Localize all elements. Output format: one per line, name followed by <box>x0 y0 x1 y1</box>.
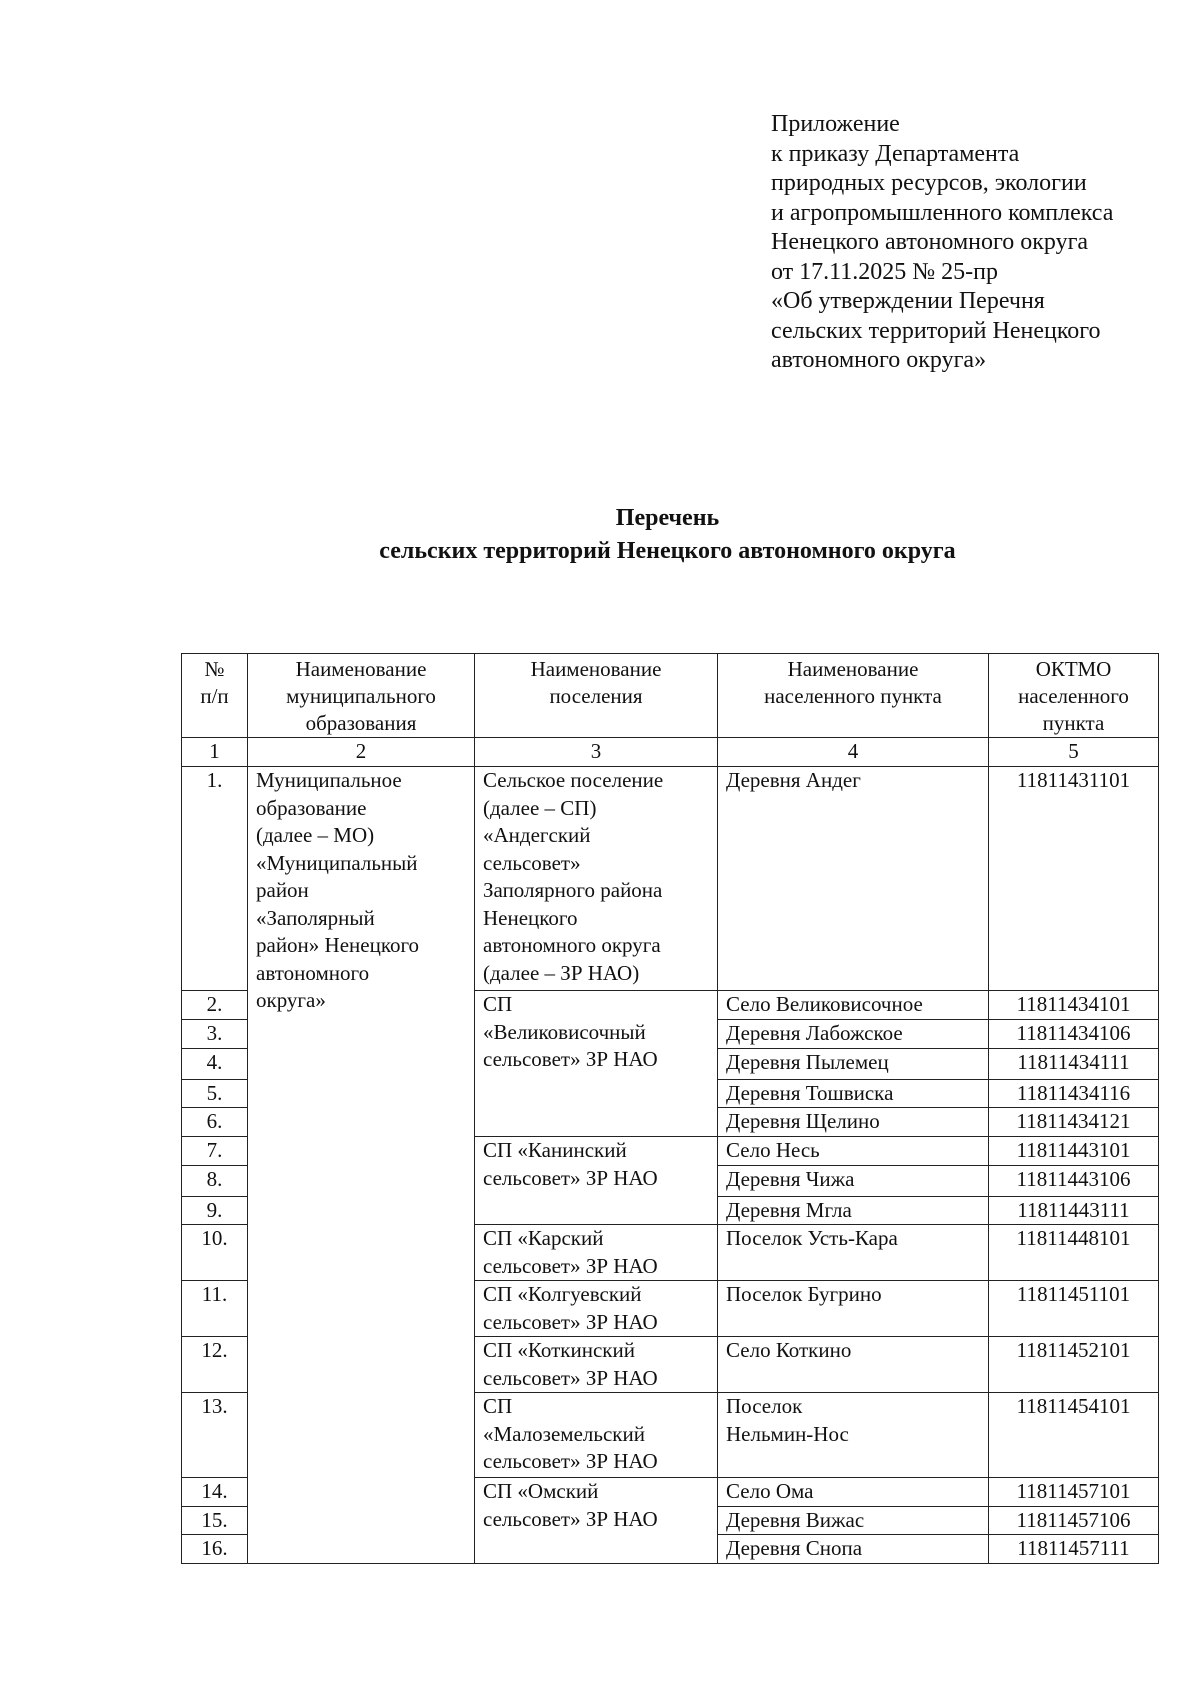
row-number: 12. <box>182 1337 248 1393</box>
settlement-cell: СП «Коткинский сельсовет» ЗР НАО <box>475 1337 718 1393</box>
locality-cell: Деревня Снопа <box>718 1535 989 1564</box>
oktmo-cell: 11811451101 <box>989 1281 1159 1337</box>
oktmo-cell: 11811434101 <box>989 991 1159 1020</box>
municipality-cell: Муниципальное образование (далее – МО) «Муниципальный район «Заполярный район» Ненецкого автономного округа» <box>248 767 475 1564</box>
row-number: 13. <box>182 1393 248 1478</box>
appendix-line: «Об утверждении Перечня <box>771 288 1045 314</box>
oktmo-cell: 11811434106 <box>989 1020 1159 1049</box>
row-number: 16. <box>182 1535 248 1564</box>
column-number: 4 <box>718 738 989 767</box>
row-number: 5. <box>182 1079 248 1108</box>
locality-cell: Поселок Бугрино <box>718 1281 989 1337</box>
locality-cell: Поселок Нельмин-Нос <box>718 1393 989 1478</box>
settlement-cell: СП «Карский сельсовет» ЗР НАО <box>475 1225 718 1281</box>
settlement-cell: Сельское поселение (далее – СП) «Андегский сельсовет» Заполярного района Ненецкого автономного округа (далее – ЗР НАО) <box>475 767 718 991</box>
appendix-line: автономного округа» <box>771 347 987 373</box>
title-line-2: сельских территорий Ненецкого автономного округа <box>379 538 956 564</box>
row-number: 1. <box>182 767 248 991</box>
territories-table <box>181 653 1159 1564</box>
settlement-cell: СП «Малоземельский сельсовет» ЗР НАО <box>475 1393 718 1478</box>
oktmo-cell: 11811434116 <box>989 1079 1159 1108</box>
column-number: 2 <box>248 738 475 767</box>
locality-cell: Деревня Мгла <box>718 1196 989 1225</box>
locality-cell: Деревня Щелино <box>718 1108 989 1137</box>
header-oktmo: ОКТМО населенного пункта <box>989 654 1159 738</box>
table-row <box>182 767 1159 991</box>
oktmo-cell: 11811457111 <box>989 1535 1159 1564</box>
settlement-cell: СП «Омский сельсовет» ЗР НАО <box>475 1478 718 1564</box>
oktmo-cell: 11811434111 <box>989 1048 1159 1079</box>
row-number: 6. <box>182 1108 248 1137</box>
header-municipality: Наименование муниципального образования <box>248 654 475 738</box>
row-number: 3. <box>182 1020 248 1049</box>
row-number: 4. <box>182 1048 248 1079</box>
row-number: 2. <box>182 991 248 1020</box>
column-number: 1 <box>182 738 248 767</box>
locality-cell: Поселок Усть-Кара <box>718 1225 989 1281</box>
title-line-1: Перечень <box>615 505 720 531</box>
oktmo-cell: 11811434121 <box>989 1108 1159 1137</box>
oktmo-cell: 11811443111 <box>989 1196 1159 1225</box>
locality-cell: Деревня Андег <box>718 767 989 991</box>
oktmo-cell: 11811448101 <box>989 1225 1159 1281</box>
row-number: 14. <box>182 1478 248 1507</box>
row-number: 15. <box>182 1506 248 1535</box>
settlement-cell: СП «Колгуевский сельсовет» ЗР НАО <box>475 1281 718 1337</box>
appendix-line: от 17.11.2025 № 25-пр <box>771 258 999 285</box>
header-settlement: Наименование поселения <box>475 654 718 738</box>
oktmo-cell: 11811457101 <box>989 1478 1159 1507</box>
settlement-cell: СП «Канинский сельсовет» ЗР НАО <box>475 1137 718 1225</box>
locality-cell: Село Коткино <box>718 1337 989 1393</box>
appendix-line: Ненецкого автономного округа <box>771 229 1089 255</box>
table-header-row <box>182 654 1159 738</box>
oktmo-cell: 11811454101 <box>989 1393 1159 1478</box>
row-number: 10. <box>182 1225 248 1281</box>
appendix-line: природных ресурсов, экологии <box>771 170 1087 196</box>
column-number: 5 <box>989 738 1159 767</box>
oktmo-cell: 11811452101 <box>989 1337 1159 1393</box>
oktmo-cell: 11811457106 <box>989 1506 1159 1535</box>
appendix-line: Приложение <box>771 111 900 137</box>
row-number: 7. <box>182 1137 248 1166</box>
locality-cell: Деревня Тошвиска <box>718 1079 989 1108</box>
row-number: 11. <box>182 1281 248 1337</box>
oktmo-cell: 11811443101 <box>989 1137 1159 1166</box>
header-locality: Наименование населенного пункта <box>718 654 989 738</box>
locality-cell: Деревня Лабожское <box>718 1020 989 1049</box>
appendix-block <box>771 110 1171 376</box>
column-number: 3 <box>475 738 718 767</box>
locality-cell: Село Великовисочное <box>718 991 989 1020</box>
locality-cell: Деревня Чижа <box>718 1165 989 1196</box>
oktmo-cell: 11811443106 <box>989 1165 1159 1196</box>
document-title <box>0 502 1200 568</box>
appendix-line: сельских территорий Ненецкого <box>771 317 1101 344</box>
oktmo-cell: 11811431101 <box>989 767 1159 991</box>
column-number-row <box>182 738 1159 767</box>
appendix-line: к приказу Департамента <box>771 140 1020 167</box>
row-number: 9. <box>182 1196 248 1225</box>
locality-cell: Деревня Вижас <box>718 1506 989 1535</box>
locality-cell: Деревня Пылемец <box>718 1048 989 1079</box>
locality-cell: Село Ома <box>718 1478 989 1507</box>
settlement-cell: СП «Великовисочный сельсовет» ЗР НАО <box>475 991 718 1137</box>
locality-cell: Село Несь <box>718 1137 989 1166</box>
row-number: 8. <box>182 1165 248 1196</box>
appendix-line: и агропромышленного комплекса <box>771 199 1114 226</box>
header-number: № п/п <box>182 654 248 738</box>
